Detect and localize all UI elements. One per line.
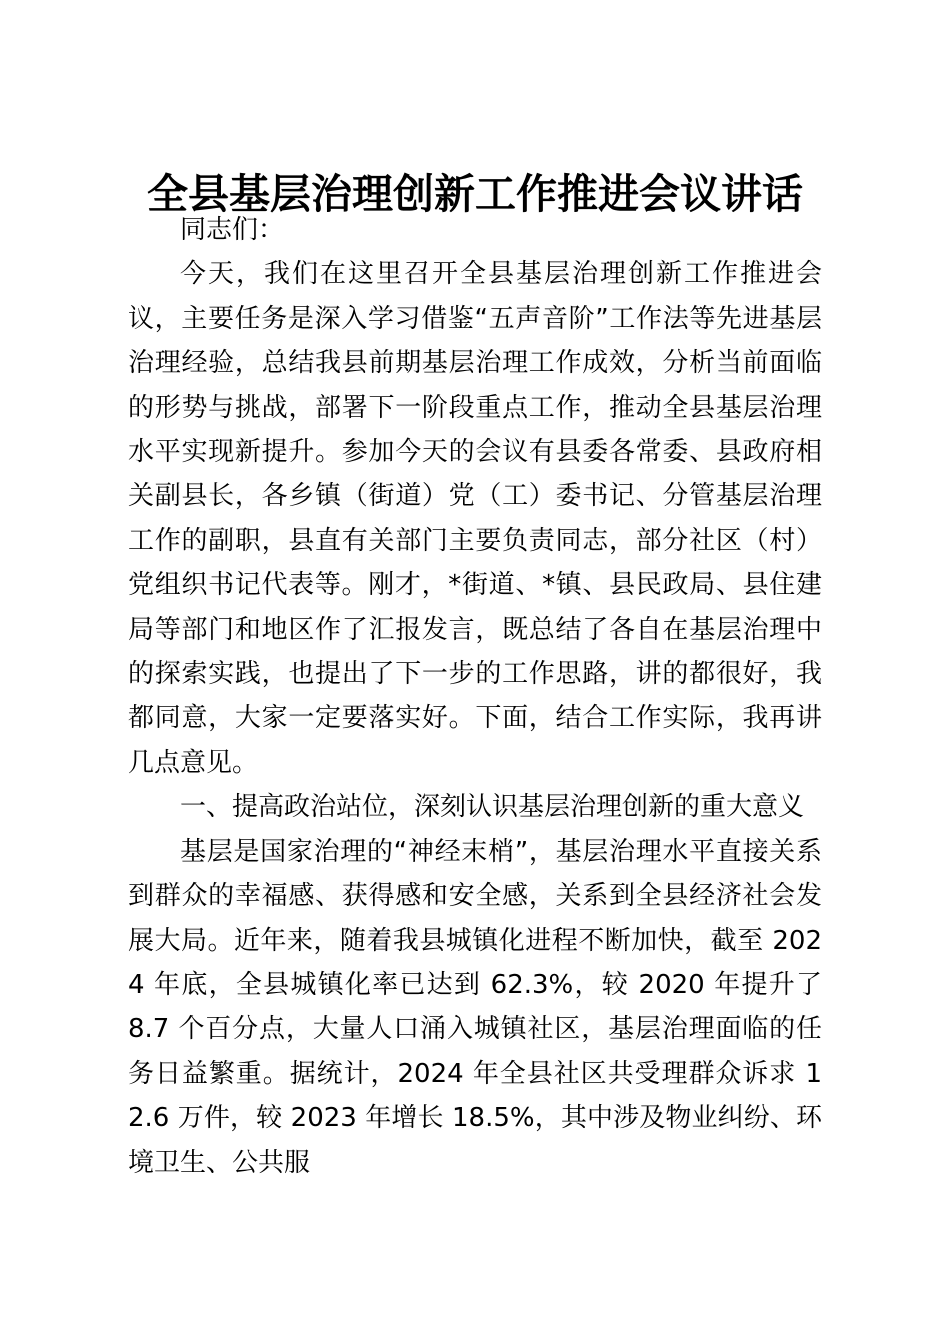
section-paragraph: 基层是国家治理的“神经末梢”，基层治理水平直接关系到群众的幸福感、获得感和安全感，关系到全县经济社会发展大局。近年来，随着我县城镇化进程不断加快，截至 2024 年底，全县城镇化率已达到 62.3%，较 2020 年提升了 8.7 个百分点，大量人口涌入城镇社区，基层治理面临的任务日益繁重。据统计，2024 年全县社区共受理群众诉求 12.6 万件，较 2023 年增长 18.5%，其中涉及物业纠纷、环境卫生、公共服 (128, 836, 822, 1178)
section-heading: 一、提高政治站位，深刻认识基层治理创新的重大意义 (180, 792, 805, 823)
opening-paragraph: 今天，我们在这里召开全县基层治理创新工作推进会议，主要任务是深入学习借鉴“五声音阶”工作法等先进基层治理经验，总结我县前期基层治理工作成效，分析当前面临的形势与挑战，部署下一阶段重点工作，推动全县基层治理水平实现新提升。参加今天的会议有县委各常委、县政府相关副县长，各乡镇（街道）党（工）委书记、分管基层治理工作的副职，县直有关部门主要负责同志，部分社区（村）党组织书记代表等。刚才，*街道、*镇、县民政局、县住建局等部门和地区作了汇报发言，既总结了各自在基层治理中的探索实践，也提出了下一步的工作思路，讲的都很好，我都同意，大家一定要落实好。下面，结合工作实际，我再讲几点意见。 (128, 259, 822, 778)
salutation: 同志们： (180, 215, 285, 245)
document-title: 全县基层治理创新工作推进会议讲话 (147, 170, 803, 218)
document-page (128, 166, 822, 1185)
